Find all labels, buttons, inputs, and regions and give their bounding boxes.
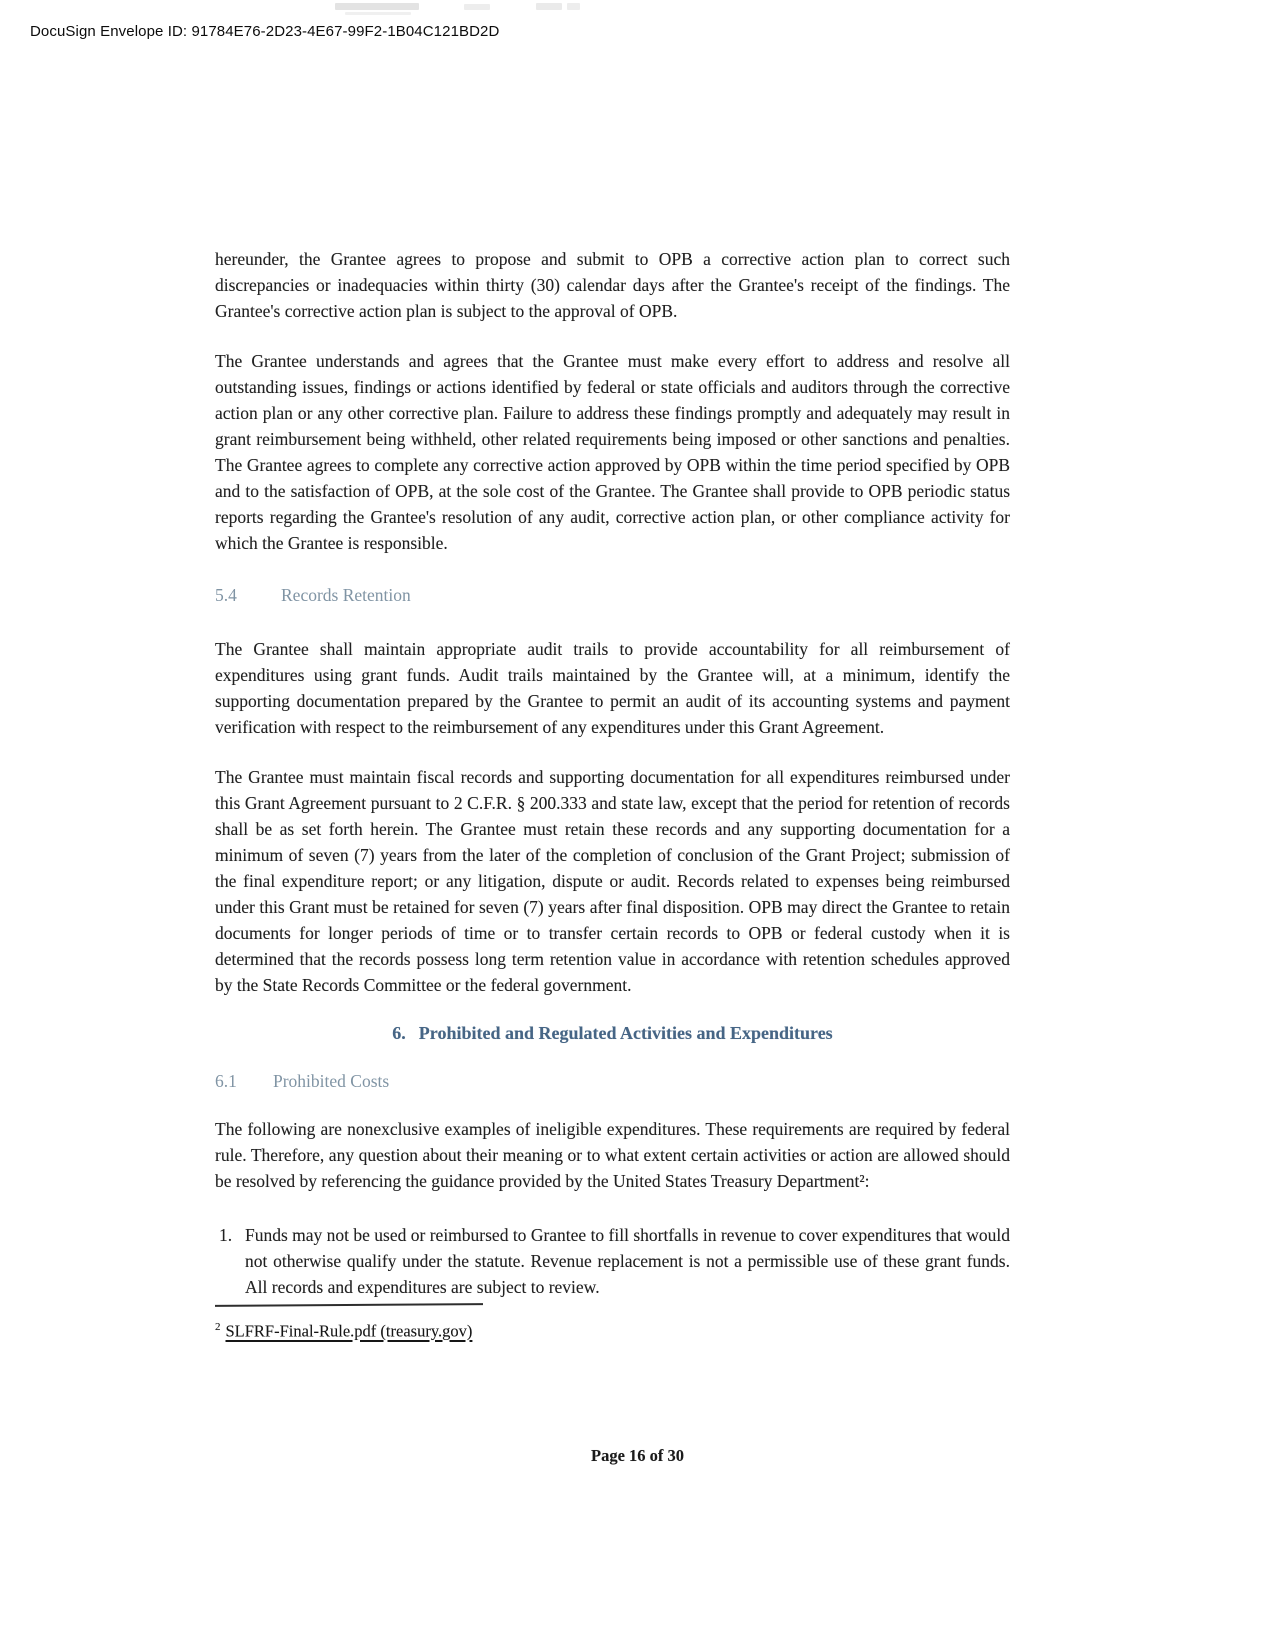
list-item: [215, 1222, 1010, 1300]
heading-prohibited-activities: [215, 1020, 1010, 1046]
scan-artifact: [345, 12, 411, 15]
page-number: Page 16 of 30: [590, 1446, 685, 1465]
paragraph-ineligible-intro: The following are nonexclusive examples of ineligible expenditures. These requirements are required by federal rule. Therefore, any question about their meaning or to what extent certain activities or action are allowed should be resolved by referencing the guidance provided by the United States Treasury Department²:: [215, 1119, 1010, 1191]
document-body: [215, 246, 1010, 1345]
heading-prohibited-costs: [215, 1068, 1010, 1094]
footnote: [215, 1314, 1010, 1345]
paragraph-grantee-understands: The Grantee understands and agrees that the Grantee must make every effort to address and resolve all outstanding issues, findings or actions identified by federal or state officials and auditors through the corrective action plan or any other corrective plan. Failure to address these findings promptly and adequately may result in grant reimbursement being withheld, other related requirements being imposed or other sanctions and penalties. The Grantee agrees to complete any corrective action approved by OPB within the time period specified by OPB and to the satisfaction of OPB, at the sole cost of the Grantee. The Grantee shall provide to OPB periodic status reports regarding the Grantee's resolution of any audit, corrective action plan, or other compliance activity for which the Grantee is responsible.: [215, 351, 1010, 553]
section-number: 5.4: [215, 585, 237, 605]
heading-records-retention: [215, 582, 1010, 608]
docusign-envelope-id: DocuSign Envelope ID: 91784E76-2D23-4E67-99F2-1B04C121BD2D: [30, 23, 500, 40]
footnote-link[interactable]: SLFRF-Final-Rule.pdf (treasury.gov): [225, 1321, 473, 1341]
footnote-marker: 2: [215, 1321, 221, 1333]
section-title: Prohibited and Regulated Activities and Expenditures: [418, 1023, 833, 1043]
section-title: Records Retention: [281, 585, 411, 605]
scan-artifact: [464, 4, 490, 10]
footnote-block: [215, 1304, 1010, 1345]
section-title: Prohibited Costs: [273, 1071, 390, 1091]
scan-artifact: [567, 3, 580, 10]
section-number: 6.1: [215, 1071, 237, 1091]
prohibited-costs-list: [215, 1222, 1010, 1300]
paragraph-fiscal-records: The Grantee must maintain fiscal records and supporting documentation for all expenditures reimbursed under this Grant Agreement pursuant to 2 C.F.R. § 200.333 and state law, except that the period for retention of records shall be as set forth herein. The Grantee must retain these records and any supporting documentation for a minimum of seven (7) years from the later of the completion of conclusion of the Grant Project; submission of the final expenditure report; or any litigation, dispute or audit. Records related to expenses being reimbursed under this Grant must be retained for seven (7) years after final disposition. OPB may direct the Grantee to retain documents for longer periods of time or to transfer certain records to OPB or federal custody when it is determined that the records possess long term retention value in accordance with retention schedules approved by the State Records Committee or the federal government.: [215, 767, 1010, 995]
scan-artifact: [536, 3, 562, 10]
paragraph-audit-trails: The Grantee shall maintain appropriate audit trails to provide accountability for all reimbursement of expenditures using grant funds. Audit trails maintained by the Grantee will, at a minimum, identify the supporting documentation prepared by the Grantee to permit an audit of its accounting systems and payment verification with respect to the reimbursement of any expenditures under this Grant Agreement.: [215, 639, 1010, 737]
list-item-text: Funds may not be used or reimbursed to Grantee to fill shortfalls in revenue to cover expenditures that would not otherwise qualify under the statute. Revenue replacement is not a permissible use of these grant funds. All records and expenditures are subject to review.: [245, 1225, 1010, 1297]
section-number: 6.: [392, 1023, 406, 1043]
list-item-number: 1.: [219, 1225, 233, 1245]
paragraph-corrective-action-plan: hereunder, the Grantee agrees to propose and submit to OPB a corrective action plan to correct such discrepancies or inadequacies within thirty (30) calendar days after the Grantee's receipt of the findings. The Grantee's corrective action plan is subject to the approval of OPB.: [215, 249, 1010, 321]
scan-artifact: [335, 3, 419, 10]
footnote-divider: [215, 1303, 483, 1307]
